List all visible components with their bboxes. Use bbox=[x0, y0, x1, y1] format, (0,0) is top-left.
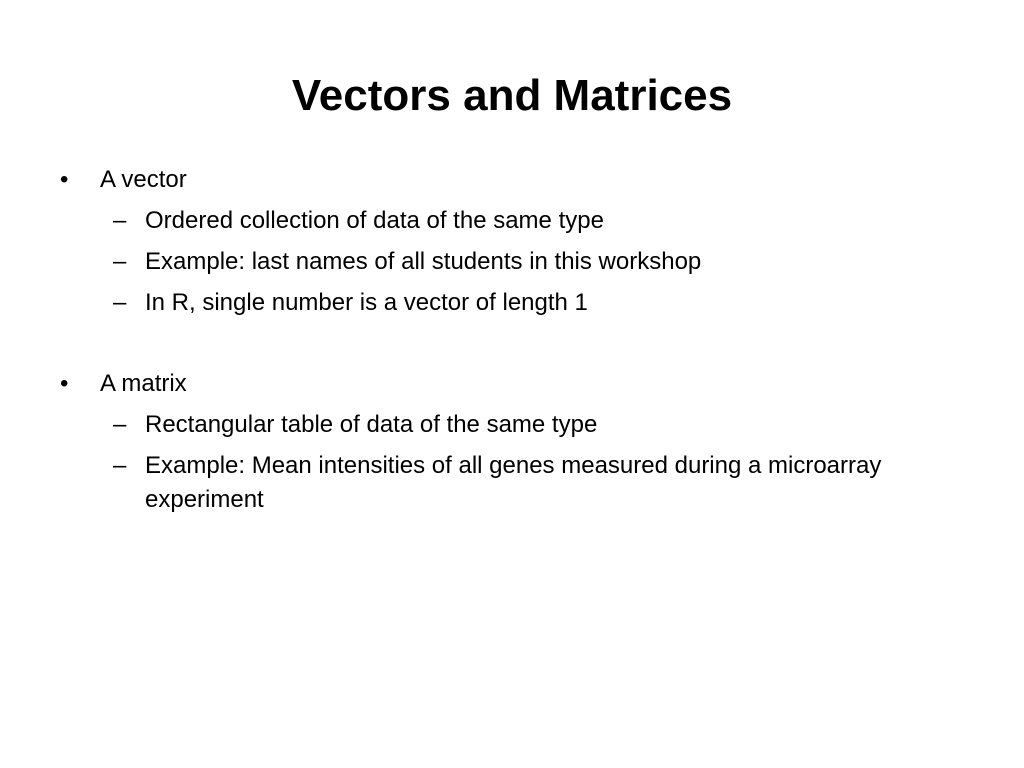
slide-title: Vectors and Matrices bbox=[291, 71, 733, 120]
sub-bullet-text: Example: Mean intensities of all genes measured during a microarray experiment bbox=[145, 452, 882, 513]
sub-bullet-marker: – bbox=[113, 289, 127, 316]
sub-bullet-text: Ordered collection of data of the same type bbox=[145, 207, 604, 234]
bullet-marker: • bbox=[60, 370, 69, 397]
sub-bullet-marker: – bbox=[113, 207, 127, 234]
bullet-marker: • bbox=[60, 166, 69, 193]
sub-bullet-marker: – bbox=[113, 248, 127, 275]
bullet-text: A matrix bbox=[100, 370, 187, 397]
bullet-text: A vector bbox=[100, 166, 187, 193]
sub-bullet-text: Rectangular table of data of the same type bbox=[145, 411, 598, 438]
sub-bullet-marker: – bbox=[113, 452, 127, 479]
sub-bullet-marker: – bbox=[113, 411, 127, 438]
sub-bullet-text: In R, single number is a vector of length 1 bbox=[145, 289, 588, 316]
sub-bullet-text: Example: last names of all students in this workshop bbox=[145, 248, 702, 275]
